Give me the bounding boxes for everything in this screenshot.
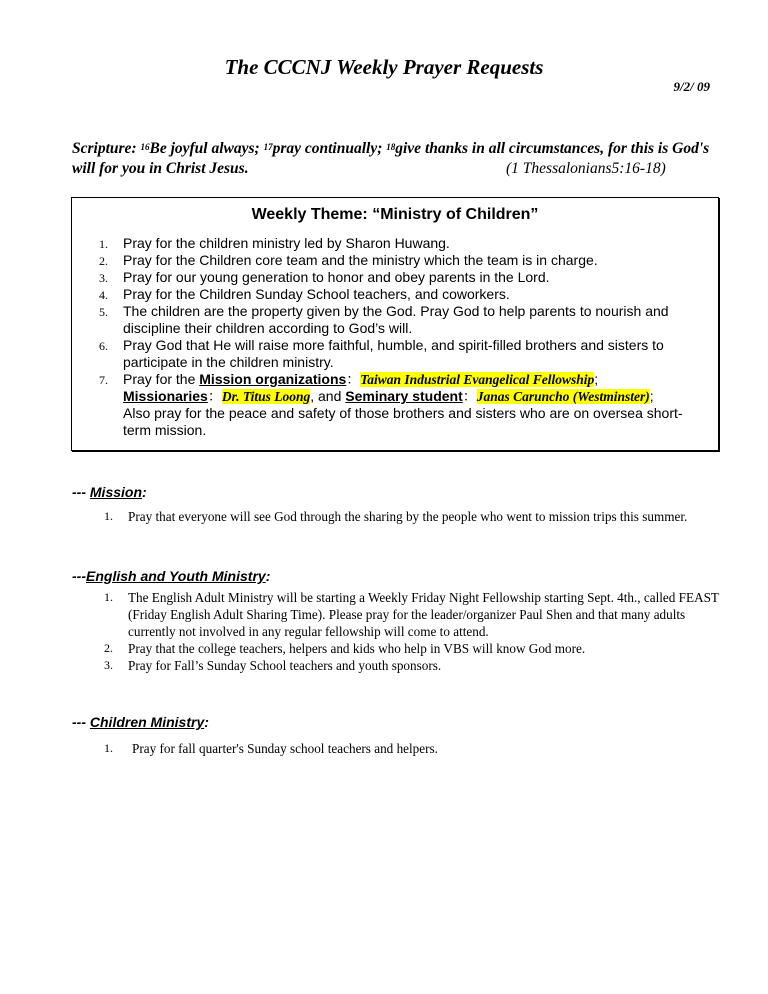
list-item: 6. Pray God that He will raise more faithful, humble, and spirit-filled brothers and sisters to participate in the children ministry. — [99, 337, 664, 370]
list-item: 1. The English Adult Ministry will be starting a Weekly Friday Night Fellowship starting Sept. 4th., called FEAST (Friday English Adult Sharing Time). Please pray for the leader/organizer Paul Shen and that many adults currently not involved in any regular fellowship will come to attend. — [104, 590, 719, 639]
verse-text-16: Be joyful always; — [149, 140, 264, 157]
verse-number-17: 17 — [263, 142, 273, 152]
scripture-verse — [72, 139, 722, 179]
page-title: The CCCNJ Weekly Prayer Requests — [224, 55, 544, 79]
mission-org-highlight: Taiwan Industrial Evangelical Fellowship — [360, 372, 595, 387]
list-item: 1. Pray that everyone will see God through the sharing by the people who went to mission trips this summer. — [104, 509, 688, 524]
english-youth-list — [72, 589, 722, 674]
list-item: 4. Pray for the Children Sunday School teachers, and coworkers. — [99, 286, 510, 302]
list-item: 1. Pray for the children ministry led by Sharon Huwang. — [99, 235, 450, 251]
list-item: 5. The children are the property given by the God. Pray God to help parents to nourish and discipline their children according to God’s will. — [99, 303, 669, 336]
weekly-theme-box — [71, 197, 719, 451]
verse-text-18: give thanks in all circumstances, for this is God's will for you in Christ Jesus. — [72, 140, 710, 177]
missionary-highlight: Dr. Titus Loong — [221, 389, 311, 404]
verse-text-17: pray continually; — [272, 140, 387, 157]
list-item: 7. Pray for the Mission organizations：Taiwan Industrial Evangelical Fellowship; Missionaries：Dr. Titus Loong, and Seminary student：Janas Caruncho (Westminster); Also pray for the peace and safety of those brothers and sisters who are on oversea short-term mission. — [99, 371, 683, 438]
list-item: 3. Pray for Fall’s Sunday School teachers and youth sponsors. — [104, 658, 442, 673]
mission-list — [72, 508, 722, 525]
student-highlight: Janas Caruncho (Westminster) — [476, 389, 650, 404]
scripture-label: Scripture: — [72, 140, 141, 157]
seminary-student-label: Seminary student — [345, 388, 463, 404]
list-item: 3. Pray for our young generation to honor and obey parents in the Lord. — [99, 269, 550, 285]
verse-number-18: 18 — [386, 142, 396, 152]
list-item: 1. Pray for fall quarter's Sunday school teachers and helpers. — [104, 741, 438, 756]
date-label: 9/2/ 09 — [673, 79, 710, 94]
scripture-reference: (1 Thessalonians5:16-18) — [506, 160, 666, 177]
children-ministry-list — [72, 740, 722, 757]
weekly-theme-title: Weekly Theme: “Ministry of Children” — [251, 206, 539, 223]
children-ministry-heading: --- Children Ministry: — [72, 714, 209, 730]
list-item: 2. Pray that the college teachers, helpers and kids who help in VBS will know God more. — [104, 641, 586, 656]
missionaries-label: Missionaries — [123, 388, 208, 404]
weekly-theme-list — [72, 235, 718, 439]
mission-heading: --- Mission: — [72, 484, 147, 500]
verse-number-16: 16 — [140, 142, 150, 152]
list-item: 2. Pray for the Children core team and the ministry which the team is in charge. — [99, 252, 598, 268]
english-youth-heading: ---English and Youth Ministry: — [72, 568, 271, 584]
mission-organizations-label: Mission organizations — [199, 371, 347, 387]
